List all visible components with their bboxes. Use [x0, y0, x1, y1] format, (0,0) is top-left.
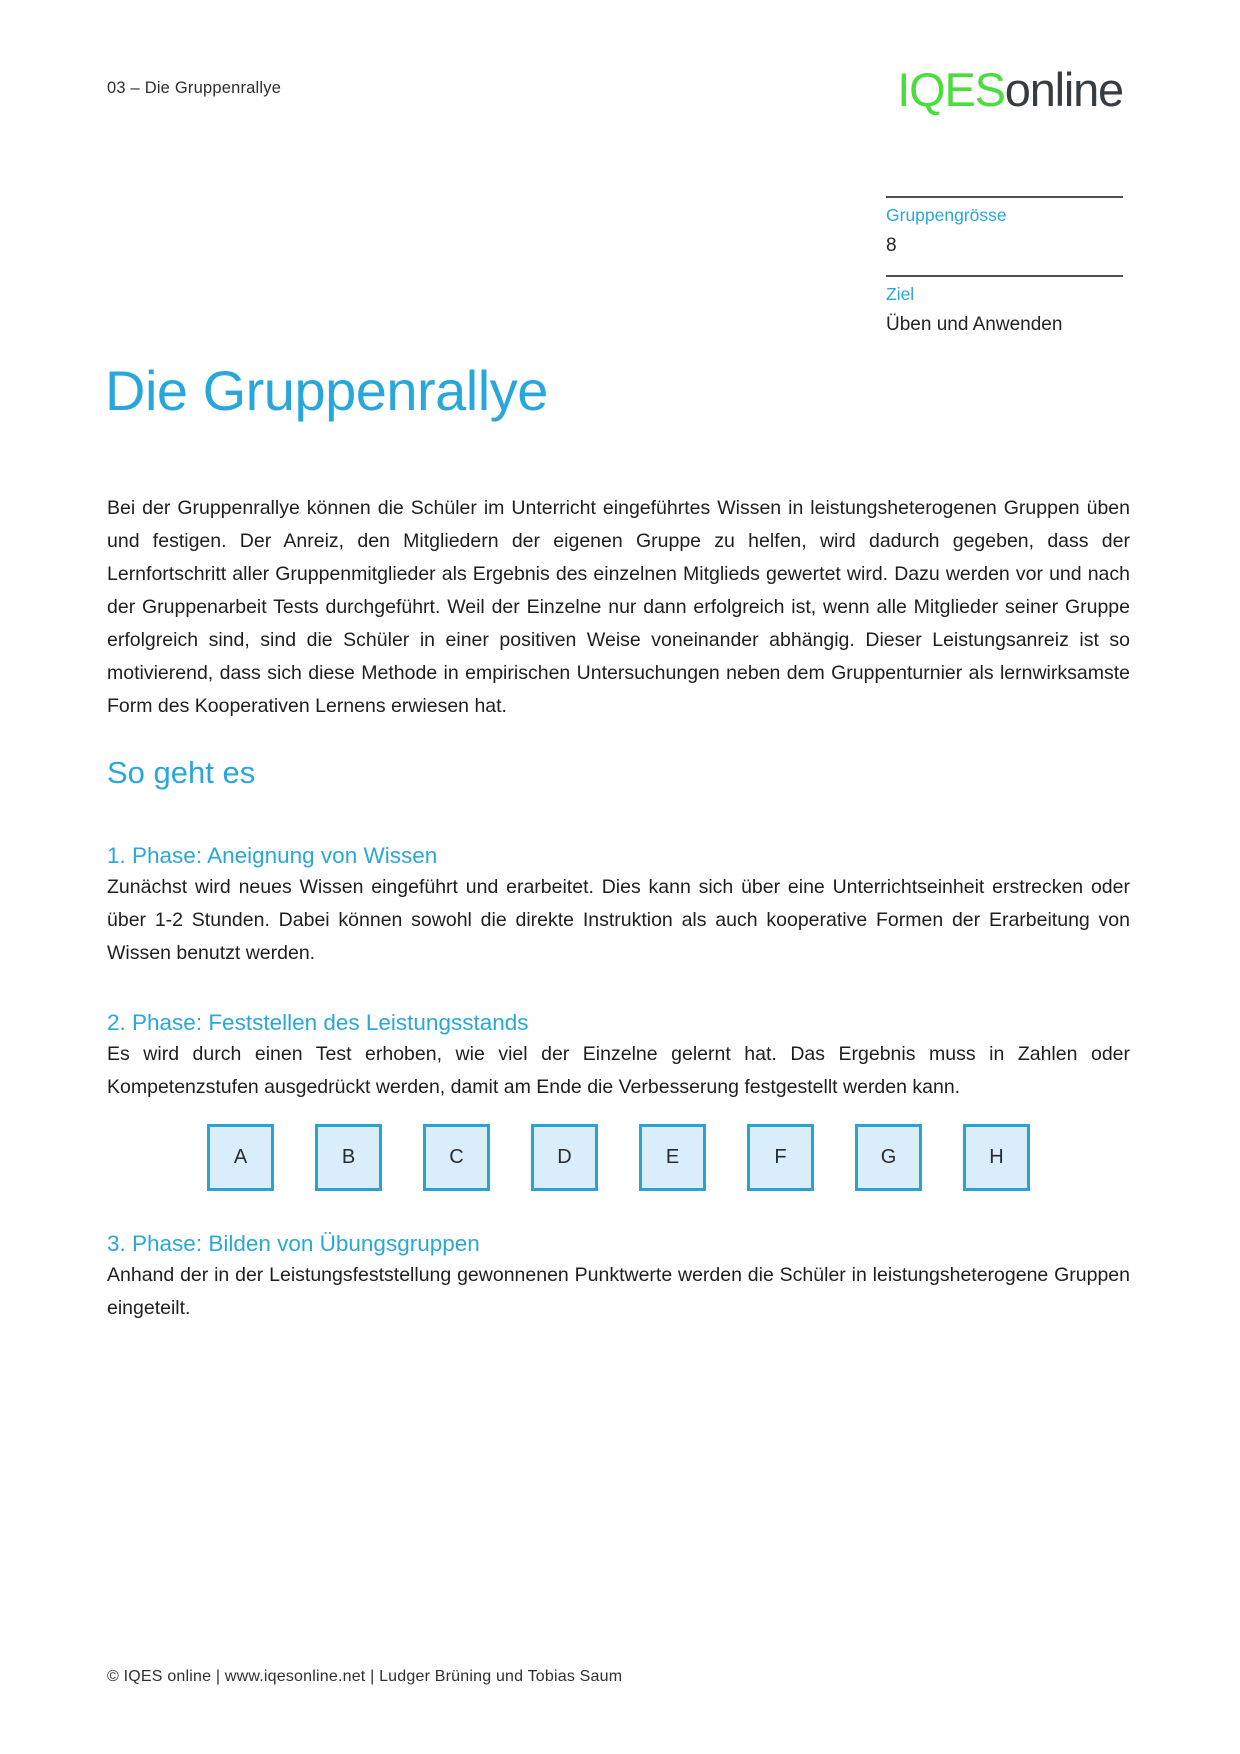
info-label: Ziel	[886, 284, 915, 304]
iqes-online-logo	[897, 63, 1123, 116]
phase-1-section	[107, 842, 1130, 970]
student-box-h: H	[963, 1124, 1030, 1191]
info-field-gruppengroesse	[886, 196, 1123, 258]
phase-2-section	[107, 1009, 1130, 1104]
divider-line	[886, 196, 1123, 198]
student-box-a: A	[207, 1124, 274, 1191]
student-box-b: B	[315, 1124, 382, 1191]
student-box-d: D	[531, 1124, 598, 1191]
logo-text-iqes: IQES	[897, 63, 1005, 116]
page-title: Die Gruppenrallye	[105, 359, 548, 422]
running-header: 03 – Die Gruppenrallye	[107, 79, 282, 97]
phase-1-body: Zunächst wird neues Wissen eingeführt und erarbeitet. Dies kann sich über eine Unterrichtseinheit erstrecken oder über 1-2 Stunden. Dabei können sowohl die direkte Instruktion als auch kooperative Formen der Erarbeitung von Wissen benutzt werden.	[107, 876, 1130, 964]
info-field-ziel	[886, 275, 1123, 337]
phase-3-body: Anhand der in der Leistungsfeststellung gewonnenen Punktwerte werden die Schüler in leistungsheterogene Gruppen eingeteilt.	[107, 1264, 1130, 1319]
student-box-f: F	[747, 1124, 814, 1191]
info-label: Gruppengrösse	[886, 205, 1007, 225]
phase-3-section	[107, 1230, 1130, 1325]
phase-1-heading: 1. Phase: Aneignung von Wissen	[107, 843, 438, 868]
student-box-e: E	[639, 1124, 706, 1191]
info-panel	[886, 196, 1123, 354]
phase-3-heading: 3. Phase: Bilden von Übungsgruppen	[107, 1231, 480, 1256]
section-heading-so-geht-es: So geht es	[107, 755, 256, 790]
phase-2-body: Es wird durch einen Test erhoben, wie viel der Einzelne gelernt hat. Das Ergebnis muss in Zahlen oder Kompetenzstufen ausgedrückt werden, damit am Ende die Verbesserung festgestellt werden kann.	[107, 1043, 1130, 1098]
intro-paragraph: Bei der Gruppenrallye können die Schüler im Unterricht eingeführtes Wissen in leistungsheterogenen Gruppen üben und festigen. Der Anreiz, den Mitgliedern der eigenen Gruppe zu helfen, wird dadurch gegeben, dass der Lernfortschritt aller Gruppenmitglieder als Ergebnis des einzelnen Mitglieds gewertet wird. Dazu werden vor und nach der Gruppenarbeit Tests durchgeführt. Weil der Einzelne nur dann erfolgreich ist, wenn alle Mitglieder seiner Gruppe erfolgreich sind, sind die Schüler in einer positiven Weise voneinander abhängig. Dieser Leistungsanreiz ist so motivierend, dass sich diese Methode in empirischen Untersuchungen neben dem Gruppenturnier als lernwirksamste Form des Kooperativen Lernens erwiesen hat.	[107, 497, 1130, 717]
logo-text-online: online	[1004, 63, 1123, 116]
page-footer: © IQES online | www.iqesonline.net | Ludger Brüning und Tobias Saum	[107, 1668, 623, 1685]
info-value: Üben und Anwenden	[886, 314, 1063, 335]
phase-2-heading: 2. Phase: Feststellen des Leistungsstands	[107, 1010, 529, 1035]
divider-line	[886, 275, 1123, 277]
student-box-c: C	[423, 1124, 490, 1191]
student-box-g: G	[855, 1124, 922, 1191]
info-value: 8	[886, 235, 897, 256]
student-letter-boxes	[107, 1124, 1130, 1191]
